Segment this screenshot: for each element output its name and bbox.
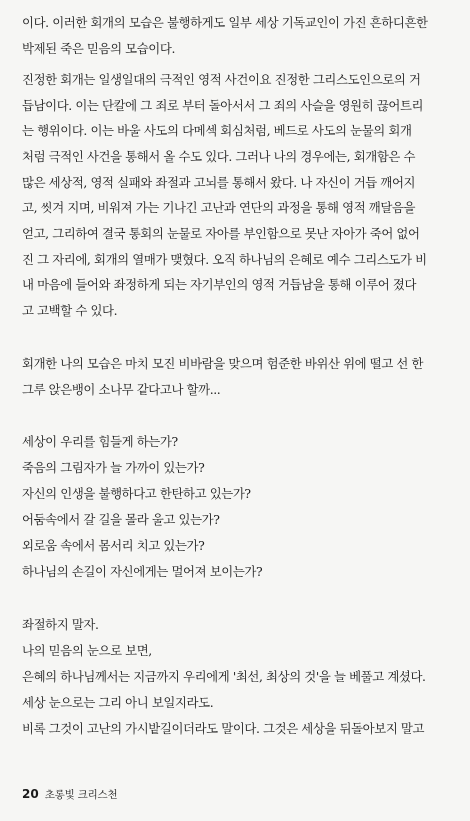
text-line: 는 행위이다. 이는 바울 사도의 다메섹 회심처럼, 베드로 사도의 눈물의 회개 [22, 123, 412, 138]
text-line: 하나님의 손길이 자신에게는 멀어져 보이는가? [22, 564, 263, 579]
text-line: 죽음의 그림자가 늘 가까이 있는가? [22, 460, 205, 475]
text-line: 좌절하지 말자. [22, 617, 99, 632]
text-line: 내 마음에 들어와 좌정하게 되는 자기부인의 영적 거듭남을 통해 이루어 졌다 [22, 277, 417, 292]
text-line: 고 고백할 수 있다. [22, 303, 118, 318]
text-line: 자신의 인생을 불행하다고 한탄하고 있는가? [22, 486, 251, 501]
text-line: 은혜의 하나님께서는 지금까지 우리에게 '최선, 최상의 것'을 늘 베풀고 계셨다. [22, 669, 426, 684]
text-line: 처럼 극적인 사건을 통해서 올 수도 있다. 그러나 나의 경우에는, 회개함은 수 [22, 149, 416, 164]
text-line: 듭남이다. 이는 단칼에 그 죄로 부터 돌아서서 그 죄의 사슬을 영원히 끊어트리 [22, 98, 424, 113]
running-title: 초롱빛 크리스천 [44, 789, 118, 801]
text-line: 나의 믿음의 눈으로 보면, [22, 643, 152, 658]
page-footer [22, 786, 117, 803]
text-line: 세상이 우리를 힘들게 하는가? [22, 434, 178, 449]
text-line: 진 그 자리에, 회개의 열매가 맺혔다. 오직 하나님의 은혜로 예수 그리스도가 비 [22, 252, 427, 267]
text-line: 진정한 회개는 일생일대의 극적인 영적 사건이요 진정한 그리스도인으로의 거 [22, 72, 421, 87]
text-line: 어둠속에서 갈 길을 몰라 울고 있는가? [22, 512, 220, 527]
text-line: 외로움 속에서 몸서리 치고 있는가? [22, 538, 205, 553]
page-number: 20 [22, 787, 39, 801]
text-line: 그루 앉은뱅이 소나무 같다고나 할까... [22, 382, 221, 397]
text-line: 많은 세상적, 영적 실패와 좌절과 고뇌를 통해서 왔다. 나 자신이 거듭 깨어지 [22, 175, 416, 190]
text-line: 회개한 나의 모습은 마치 모진 비바람을 맞으며 험준한 바위산 위에 떨고 선 한 [22, 356, 424, 371]
text-line: 세상 눈으로는 그리 아니 보일지라도. [22, 695, 214, 710]
text-line: 얻고, 그리하여 결국 통회의 눈물로 자아를 부인함으로 못난 자아가 죽어 없어 [22, 226, 420, 241]
text-line: 이다. 이러한 회개의 모습은 불행하게도 일부 세상 기독교인이 가진 흔하디흔한 [22, 15, 428, 30]
text-line: 박제된 죽은 믿음의 모습이다. [22, 41, 175, 56]
text-line: 고, 씻겨 지며, 비워져 가는 기나긴 고난과 연단의 과정을 통해 영적 깨달음을 [22, 200, 416, 215]
text-line: 비록 그것이 고난의 가시밭길이더라도 말이다. 그것은 세상을 뒤돌아보지 말고 [22, 721, 425, 736]
